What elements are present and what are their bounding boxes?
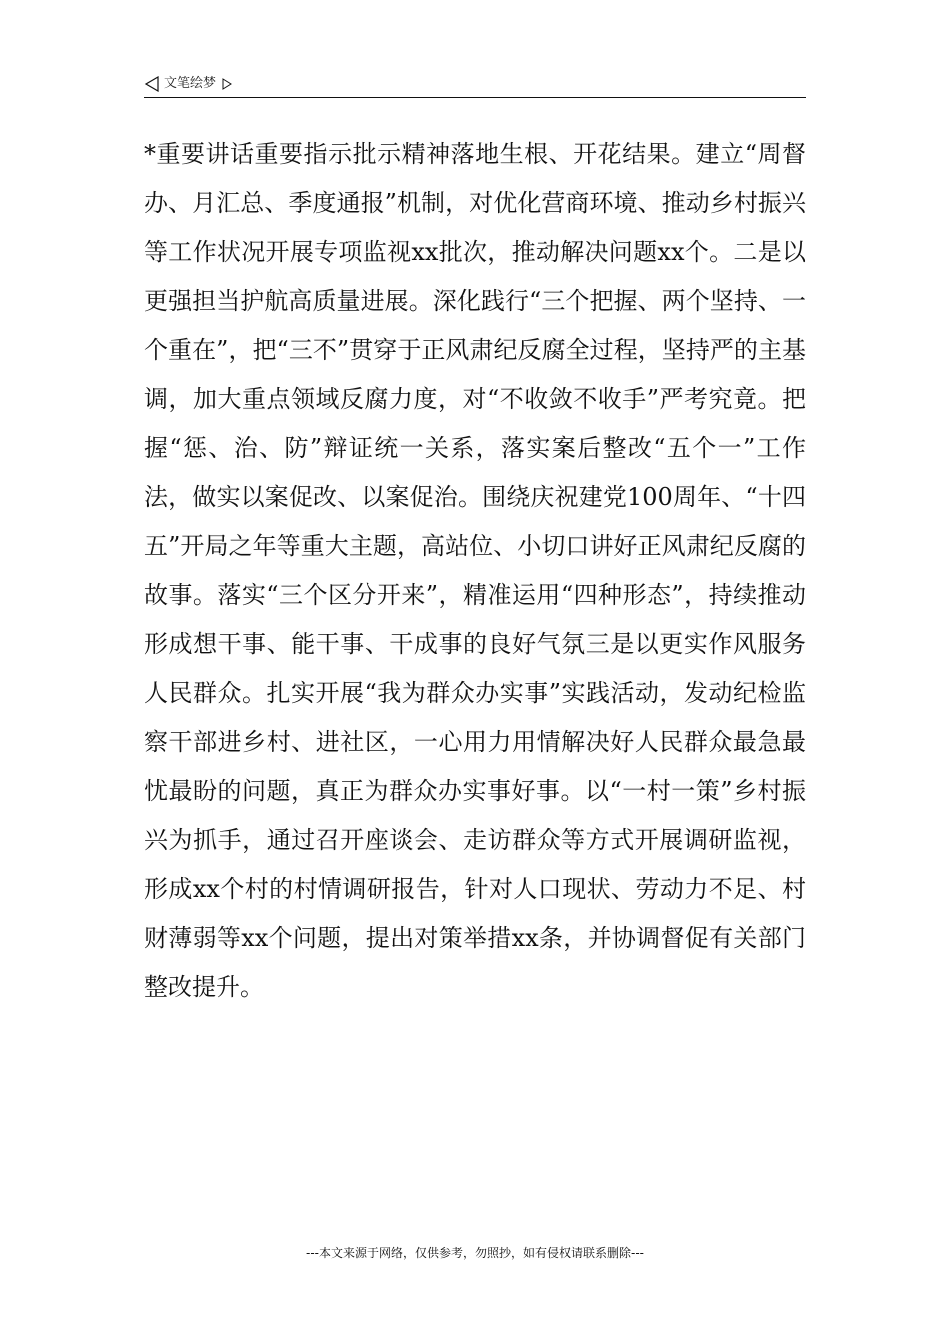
header-divider — [144, 97, 806, 98]
footer-notice: ---本文来源于网络，仅供参考，勿照抄，如有侵权请联系删除--- — [306, 1246, 644, 1260]
header-title: 文笔绘梦 — [164, 76, 217, 91]
page-header — [144, 72, 806, 96]
triangle-left-icon — [144, 76, 160, 92]
body-paragraph: *重要讲话重要指示批示精神落地生根、开花结果。建立“周督办、月汇总、季度通报”机制，对优化营商环境、推动乡村振兴等工作状况开展专项监视xx批次，推动解决问题xx个。二是以更强担当护航高质量进展。深化践行“三个把握、两个坚持、一个重在”，把“三不”贯穿于正风肃纪反腐全过程，坚持严的主基调，加大重点领域反腐力度，对“不收敛不收手”严考究竟。把握“惩、治、防”辩证统一关系，落实案后整改“五个一”工作法，做实以案促改、以案促治。围绕庆祝建党100周年、“十四五”开局之年等重大主题，高站位、小切口讲好正风肃纪反腐的故事。落实“三个区分开来”，精准运用“四种形态”，持续推动形成想干事、能干事、干成事的良好气氛三是以更实作风服务人民群众。扎实开展“我为群众办实事”实践活动，发动纪检监察干部进乡村、进社区，一心用力用情解决好人民群众最急最忧最盼的问题，真正为群众办实事好事。以“一村一策”乡村振兴为抓手，通过召开座谈会、走访群众等方式开展调研监视，形成xx个村的村情调研报告，针对人口现状、劳动力不足、村财薄弱等xx个问题，提出对策举措xx条，并协调督促有关部门整改提升。 — [144, 140, 806, 1001]
triangle-right-icon — [222, 75, 232, 87]
